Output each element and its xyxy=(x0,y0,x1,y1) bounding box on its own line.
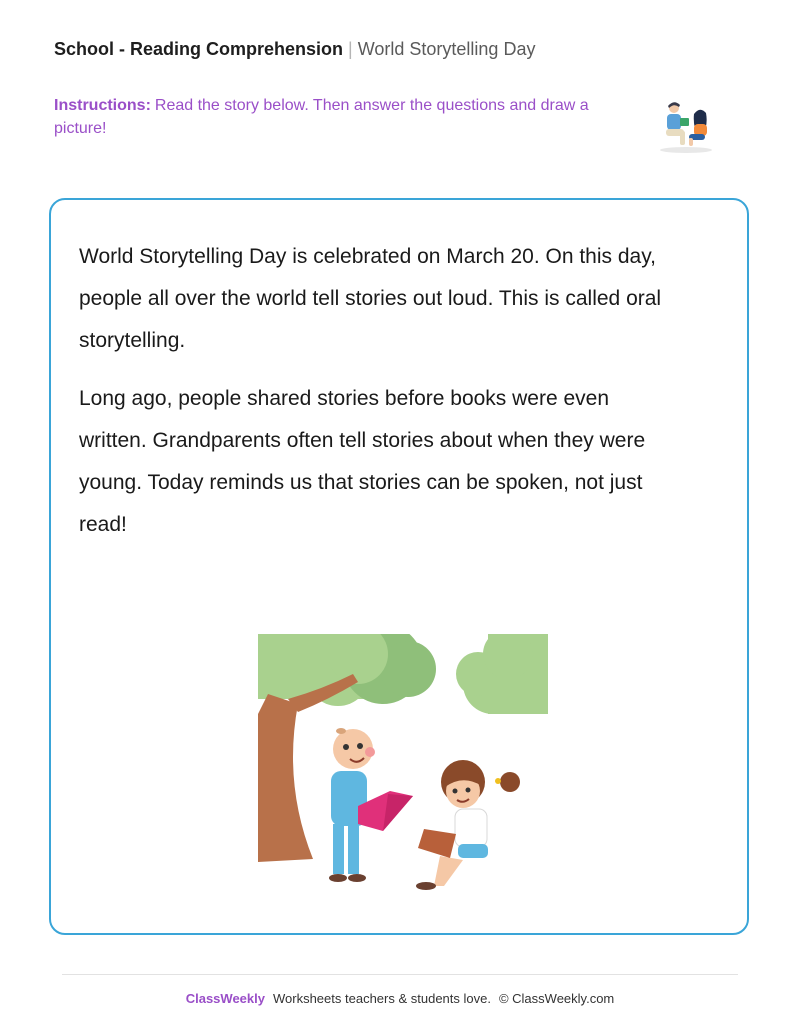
children-reading-illustration xyxy=(258,634,548,896)
story-card xyxy=(49,198,749,935)
tree-trunk xyxy=(258,694,313,862)
boy-figure xyxy=(329,728,413,882)
header-category: School - Reading Comprehension xyxy=(54,39,344,59)
worksheet-header xyxy=(54,37,535,61)
story-paragraph: Long ago, people shared stories before books were even written. Grandparents often tell stories about when they were young. Today reminds us that stories can be spoken, not just read! xyxy=(79,387,646,536)
footer xyxy=(0,990,800,1008)
header-topic: World Storytelling Day xyxy=(357,39,536,59)
instructions xyxy=(54,94,614,140)
story-paragraph: World Storytelling Day is celebrated on March 20. On this day, people all over the world tell stories out loud. This is called oral storytelling. xyxy=(79,245,662,352)
footer-copyright: © ClassWeekly.com xyxy=(498,991,615,1006)
instructions-text: Read the story below. Then answer the questions and draw a picture! xyxy=(54,97,589,137)
footer-brand[interactable]: ClassWeekly xyxy=(185,991,265,1006)
storytelling-icon xyxy=(656,98,716,154)
instructions-label: Instructions: xyxy=(54,97,151,114)
footer-tagline: Worksheets teachers & students love. xyxy=(272,991,491,1006)
header-separator: | xyxy=(348,39,353,59)
girl-figure xyxy=(416,760,520,890)
story-text xyxy=(79,236,679,562)
footer-divider xyxy=(62,974,738,975)
